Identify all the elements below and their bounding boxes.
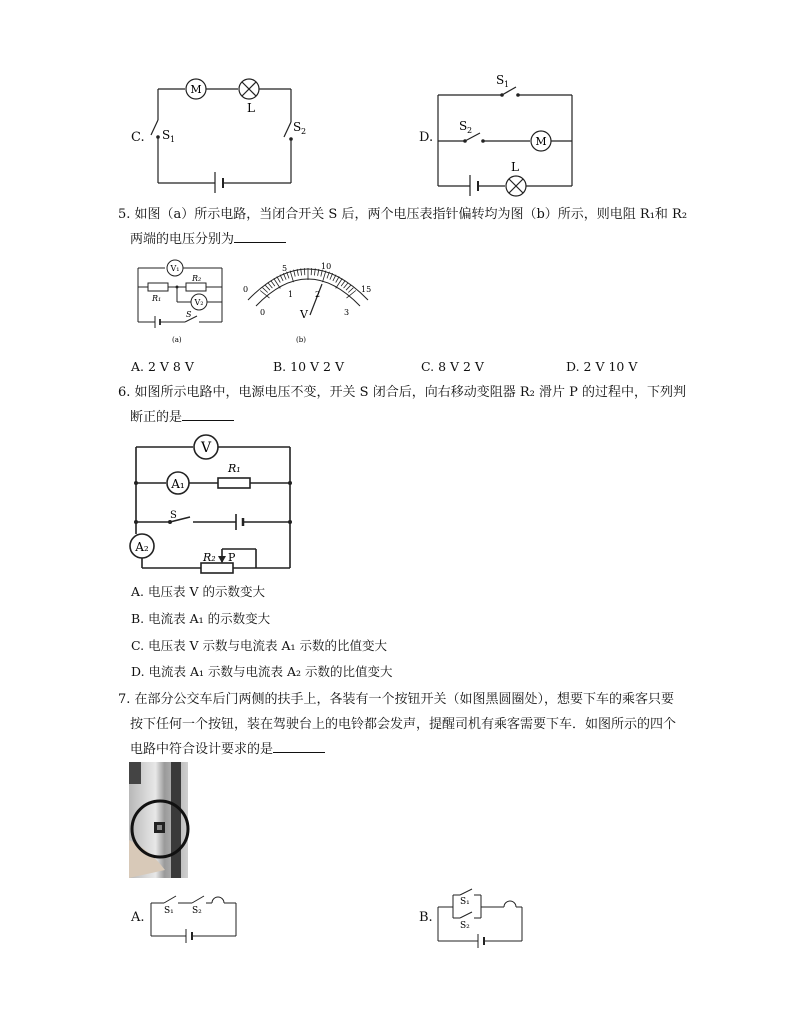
- d-switch-s1-label: S: [496, 73, 505, 87]
- svg-text:V: V: [300, 308, 308, 321]
- q7-option-b-label[interactable]: B.: [419, 910, 433, 925]
- svg-text:S₁: S₁: [164, 906, 174, 916]
- svg-text:1: 1: [170, 135, 176, 144]
- q7-line2: 按下任何一个按钮，装在驾驶台上的电铃都会发声，提醒司机有乘客需要下车．如图所示的四个: [130, 717, 677, 732]
- motor-symbol: M: [190, 83, 202, 96]
- svg-text:2: 2: [315, 290, 321, 299]
- svg-text:2: 2: [301, 127, 307, 136]
- q5-option-b[interactable]: B. 10 V 2 V: [273, 359, 344, 374]
- svg-text:A₁: A₁: [171, 477, 185, 491]
- svg-text:R₂: R₂: [203, 551, 216, 564]
- d-motor-symbol: M: [535, 135, 547, 148]
- svg-text:R₁: R₁: [152, 294, 162, 303]
- svg-text:S: S: [170, 510, 177, 521]
- svg-text:0: 0: [260, 308, 266, 317]
- svg-text:5: 5: [282, 264, 288, 273]
- svg-text:R₂: R₂: [192, 274, 202, 283]
- q7-line3: 电路中符合设计要求的是: [130, 738, 325, 762]
- q5-option-d[interactable]: D. 2 V 10 V: [566, 359, 638, 374]
- lamp-label: L: [247, 101, 255, 115]
- svg-text:3: 3: [344, 308, 350, 317]
- q6-line2: 断正的是: [130, 406, 234, 430]
- q5-line2: 两端的电压分别为: [130, 228, 286, 252]
- svg-text:1: 1: [288, 290, 294, 299]
- svg-text:0: 0: [243, 285, 249, 294]
- q5-option-a[interactable]: A. 2 V 8 V: [131, 359, 194, 374]
- d-lamp-label: L: [511, 160, 519, 174]
- q6-option-d[interactable]: D. 电流表 A₁ 示数与电流表 A₂ 示数的比值变大: [131, 664, 393, 679]
- q7-line1: 7. 在部分公交车后门两侧的扶手上，各装有一个按钮开关（如图黑圆圈处），想要下车的乘客只要: [118, 692, 675, 707]
- svg-text:S₁: S₁: [460, 897, 470, 907]
- svg-text:15: 15: [361, 285, 372, 294]
- svg-text:V₁: V₁: [170, 264, 180, 273]
- svg-text:R₁: R₁: [228, 462, 241, 475]
- svg-text:2: 2: [467, 126, 473, 135]
- svg-text:(a): (a): [172, 336, 182, 344]
- svg-text:1: 1: [504, 80, 510, 89]
- switch-s1-label: S: [162, 128, 171, 142]
- svg-text:S₂: S₂: [460, 921, 470, 931]
- q6-option-a[interactable]: A. 电压表 V 的示数变大: [131, 584, 265, 599]
- q6-option-c[interactable]: C. 电压表 V 示数与电流表 A₁ 示数的比值变大: [131, 638, 388, 653]
- d-switch-s2-label: S: [459, 119, 468, 133]
- q5-line1: 5. 如图（a）所示电路，当闭合开关 S 后，两个电压表指针偏转均为图（b）所示，则电阻 R₁和 R₂: [118, 207, 688, 222]
- svg-text:P: P: [228, 551, 236, 564]
- svg-text:S: S: [186, 310, 192, 319]
- svg-text:V: V: [200, 440, 212, 456]
- q6-line1: 6. 如图所示电路中，电源电压不变，开关 S 闭合后，向右移动变阻器 R₂ 滑片 P 的过程中，下列判: [118, 385, 686, 400]
- svg-text:A₂: A₂: [135, 540, 149, 554]
- q6-option-b[interactable]: B. 电流表 A₁ 的示数变大: [131, 611, 271, 626]
- q5-option-c[interactable]: C. 8 V 2 V: [421, 359, 484, 374]
- svg-text:V₂: V₂: [194, 298, 204, 307]
- svg-text:S₂: S₂: [192, 906, 202, 916]
- switch-s2-label: S: [293, 120, 302, 134]
- svg-text:10: 10: [321, 262, 332, 271]
- option-d-label: D.: [419, 130, 434, 145]
- option-c-label: C.: [131, 130, 145, 145]
- q7-option-a-label[interactable]: A.: [131, 910, 145, 925]
- svg-text:(b): (b): [296, 336, 306, 344]
